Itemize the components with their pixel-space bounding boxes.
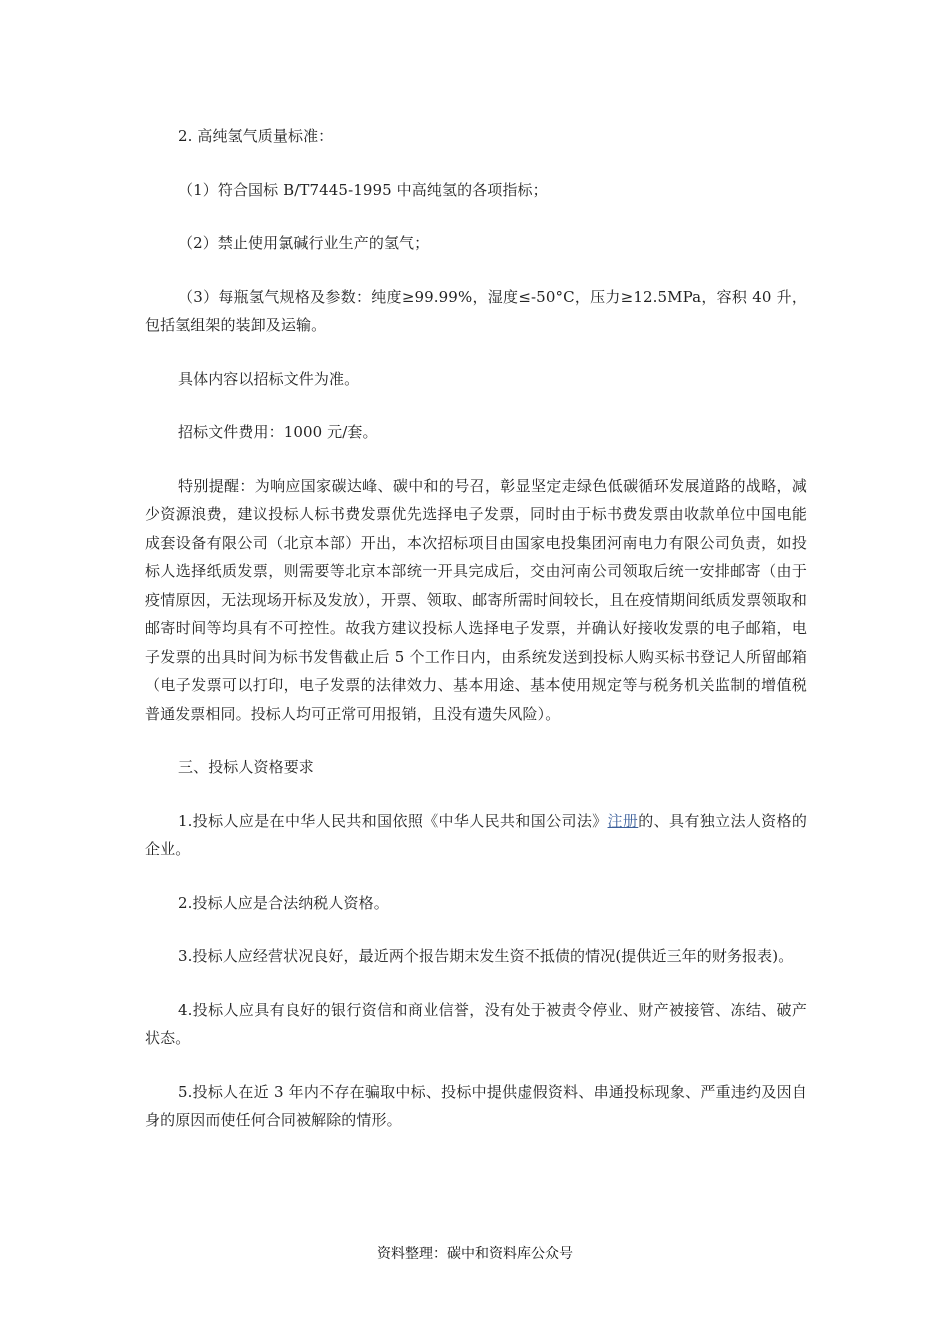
page-footer: 资料整理：碳中和资料库公众号 <box>377 1246 573 1262</box>
quality-item-1: （1）符合国标 B/T7445-1995 中高纯氢的各项指标； <box>178 180 548 199</box>
quality-item-2: （2）禁止使用氯碱行业生产的氢气； <box>178 234 430 252</box>
quality-item-3: （3）每瓶氢气规格及参数：纯度≥99.99%，湿度≤-50°C，压力≥12.5MPa，容积 40 升，包括氢组架的装卸及运输。 <box>145 287 807 334</box>
qualification-item-5: 5.投标人在近 3 年内不存在骗取中标、投标中提供虚假资料、串通投标现象、严重违约及因自身的原因而使任何合同被解除的情形。 <box>145 1082 807 1129</box>
special-reminder: 特别提醒：为响应国家碳达峰、碳中和的号召，彰显坚定走绿色低碳循环发展道路的战略，减少资源浪费，建议投标人标书费发票优先选择电子发票，同时由于标书费发票由收款单位中国电能成套设备有限公司（北京本部）开出，本次招标项目由国家电投集团河南电力有限公司负责，如投标人选择纸质发票，则需要等北京本部统一开具完成后，交由河南公司领取后统一安排邮寄（由于疫情原因，无法现场开标及发放），开票、领取、邮寄所需时间较长，且在疫情期间纸质发票领取和邮寄时间等均具有不可控性。故我方建议投标人选择电子发票，并确认好接收发票的电子邮箱，电子发票的出具时间为标书发售截止后 5 个工作日内，由系统发送到投标人购买标书登记人所留邮箱（电子发票可以打印，电子发票的法律效力、基本用途、基本使用规定等与税务机关监制的增值税普通发票相同。投标人均可正常可用报销，且没有遗失风险）。 <box>145 476 807 723</box>
section-heading-hydrogen-quality: 2. 高纯氢气质量标准： <box>178 127 334 145</box>
qualification-item-3: 3.投标人应经营状况良好，最近两个报告期末发生资不抵债的情况(提供近三年的财务报表)。 <box>178 947 794 965</box>
qualification-1-text-after: 的、具有独立法人资格的企业。 <box>145 811 807 858</box>
tender-fee: 招标文件费用：1000 元/套。 <box>178 423 378 441</box>
qualification-1-text-before: 1.投标人应是在中华人民共和国依照《中华人民共和国公司法》 <box>178 811 608 830</box>
register-link[interactable]: 注册 <box>607 811 639 830</box>
content-note: 具体内容以招标文件为准。 <box>178 369 360 388</box>
qualification-item-4: 4.投标人应具有良好的银行资信和商业信誉，没有处于被责令停业、财产被接管、冻结、破产状态。 <box>145 1000 807 1047</box>
qualification-item-2: 2.投标人应是合法纳税人资格。 <box>178 893 389 912</box>
qualification-item-1 <box>145 807 807 864</box>
section-heading-qualifications: 三、投标人资格要求 <box>178 758 314 776</box>
document-body <box>145 122 807 1135</box>
